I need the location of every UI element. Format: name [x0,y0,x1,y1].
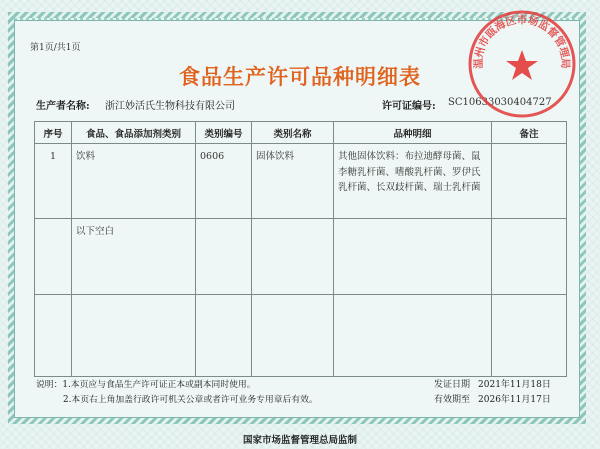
valid-until-label: 有效期至 [434,395,471,405]
cell-note [492,295,567,377]
producer-name: 浙江妙活氏生物科技有限公司 [105,101,235,112]
variety-table [34,121,567,377]
issue-date-label: 发证日期 [434,380,471,390]
cell-seq [35,295,72,377]
table-header-row [35,122,567,144]
header-note: 备注 [492,122,567,144]
valid-until-value: 2026年11月17日 [478,395,551,405]
header-name: 类别名称 [252,122,334,144]
cell-code [196,295,252,377]
page-indicator: 第1页/共1页 [30,43,81,53]
issue-date-row [434,378,551,393]
cell-detail [334,219,492,295]
note-line-2: 2.本页右上角加盖行政许可机关公章或者许可业务专用章后有效。 [63,394,318,405]
table-row [35,295,567,377]
table-row [35,219,567,295]
issue-date-value: 2021年11月18日 [478,380,551,390]
cell-name: 固体饮料 [252,144,334,219]
license-number: SC10633030404727 [448,97,552,108]
cell-name [252,295,334,377]
cell-code: 0606 [196,144,252,219]
producer-label: 生产者名称: [36,101,90,112]
valid-until-row [434,393,551,408]
document-title: 食品生产许可品种明细表 [179,64,421,89]
notes [36,378,318,407]
cell-category: 饮料 [72,144,196,219]
dates-block [434,378,551,408]
cell-seq: 1 [35,144,72,219]
cell-category: 以下空白 [72,219,196,295]
header-seq: 序号 [35,122,72,144]
header-detail: 品种明细 [334,122,492,144]
cell-category [72,295,196,377]
cell-detail [334,295,492,377]
seal-text: 温州市瓯海区市场监督管理局 [472,14,572,69]
table-row [35,144,567,219]
header-category: 食品、食品添加剂类别 [72,122,196,144]
note-line-1: 说明：1.本页应与食品生产许可证正本或副本同时使用。 [36,380,256,390]
cell-note [492,144,567,219]
license-label: 许可证编号: [382,101,436,112]
cell-detail: 其他固体饮料：布拉迪酵母菌、鼠李糖乳杆菌、嗜酸乳杆菌、罗伊氏乳杆菌、长双歧杆菌、瑞士乳杆菌 [334,144,492,219]
cell-name [252,219,334,295]
cell-code [196,219,252,295]
official-seal-stamp [466,8,578,120]
star-icon [506,50,538,80]
cell-note [492,219,567,295]
cell-seq [35,219,72,295]
header-code: 类别编号 [196,122,252,144]
issuer-footer: 国家市场监督管理总局监制 [242,435,357,446]
